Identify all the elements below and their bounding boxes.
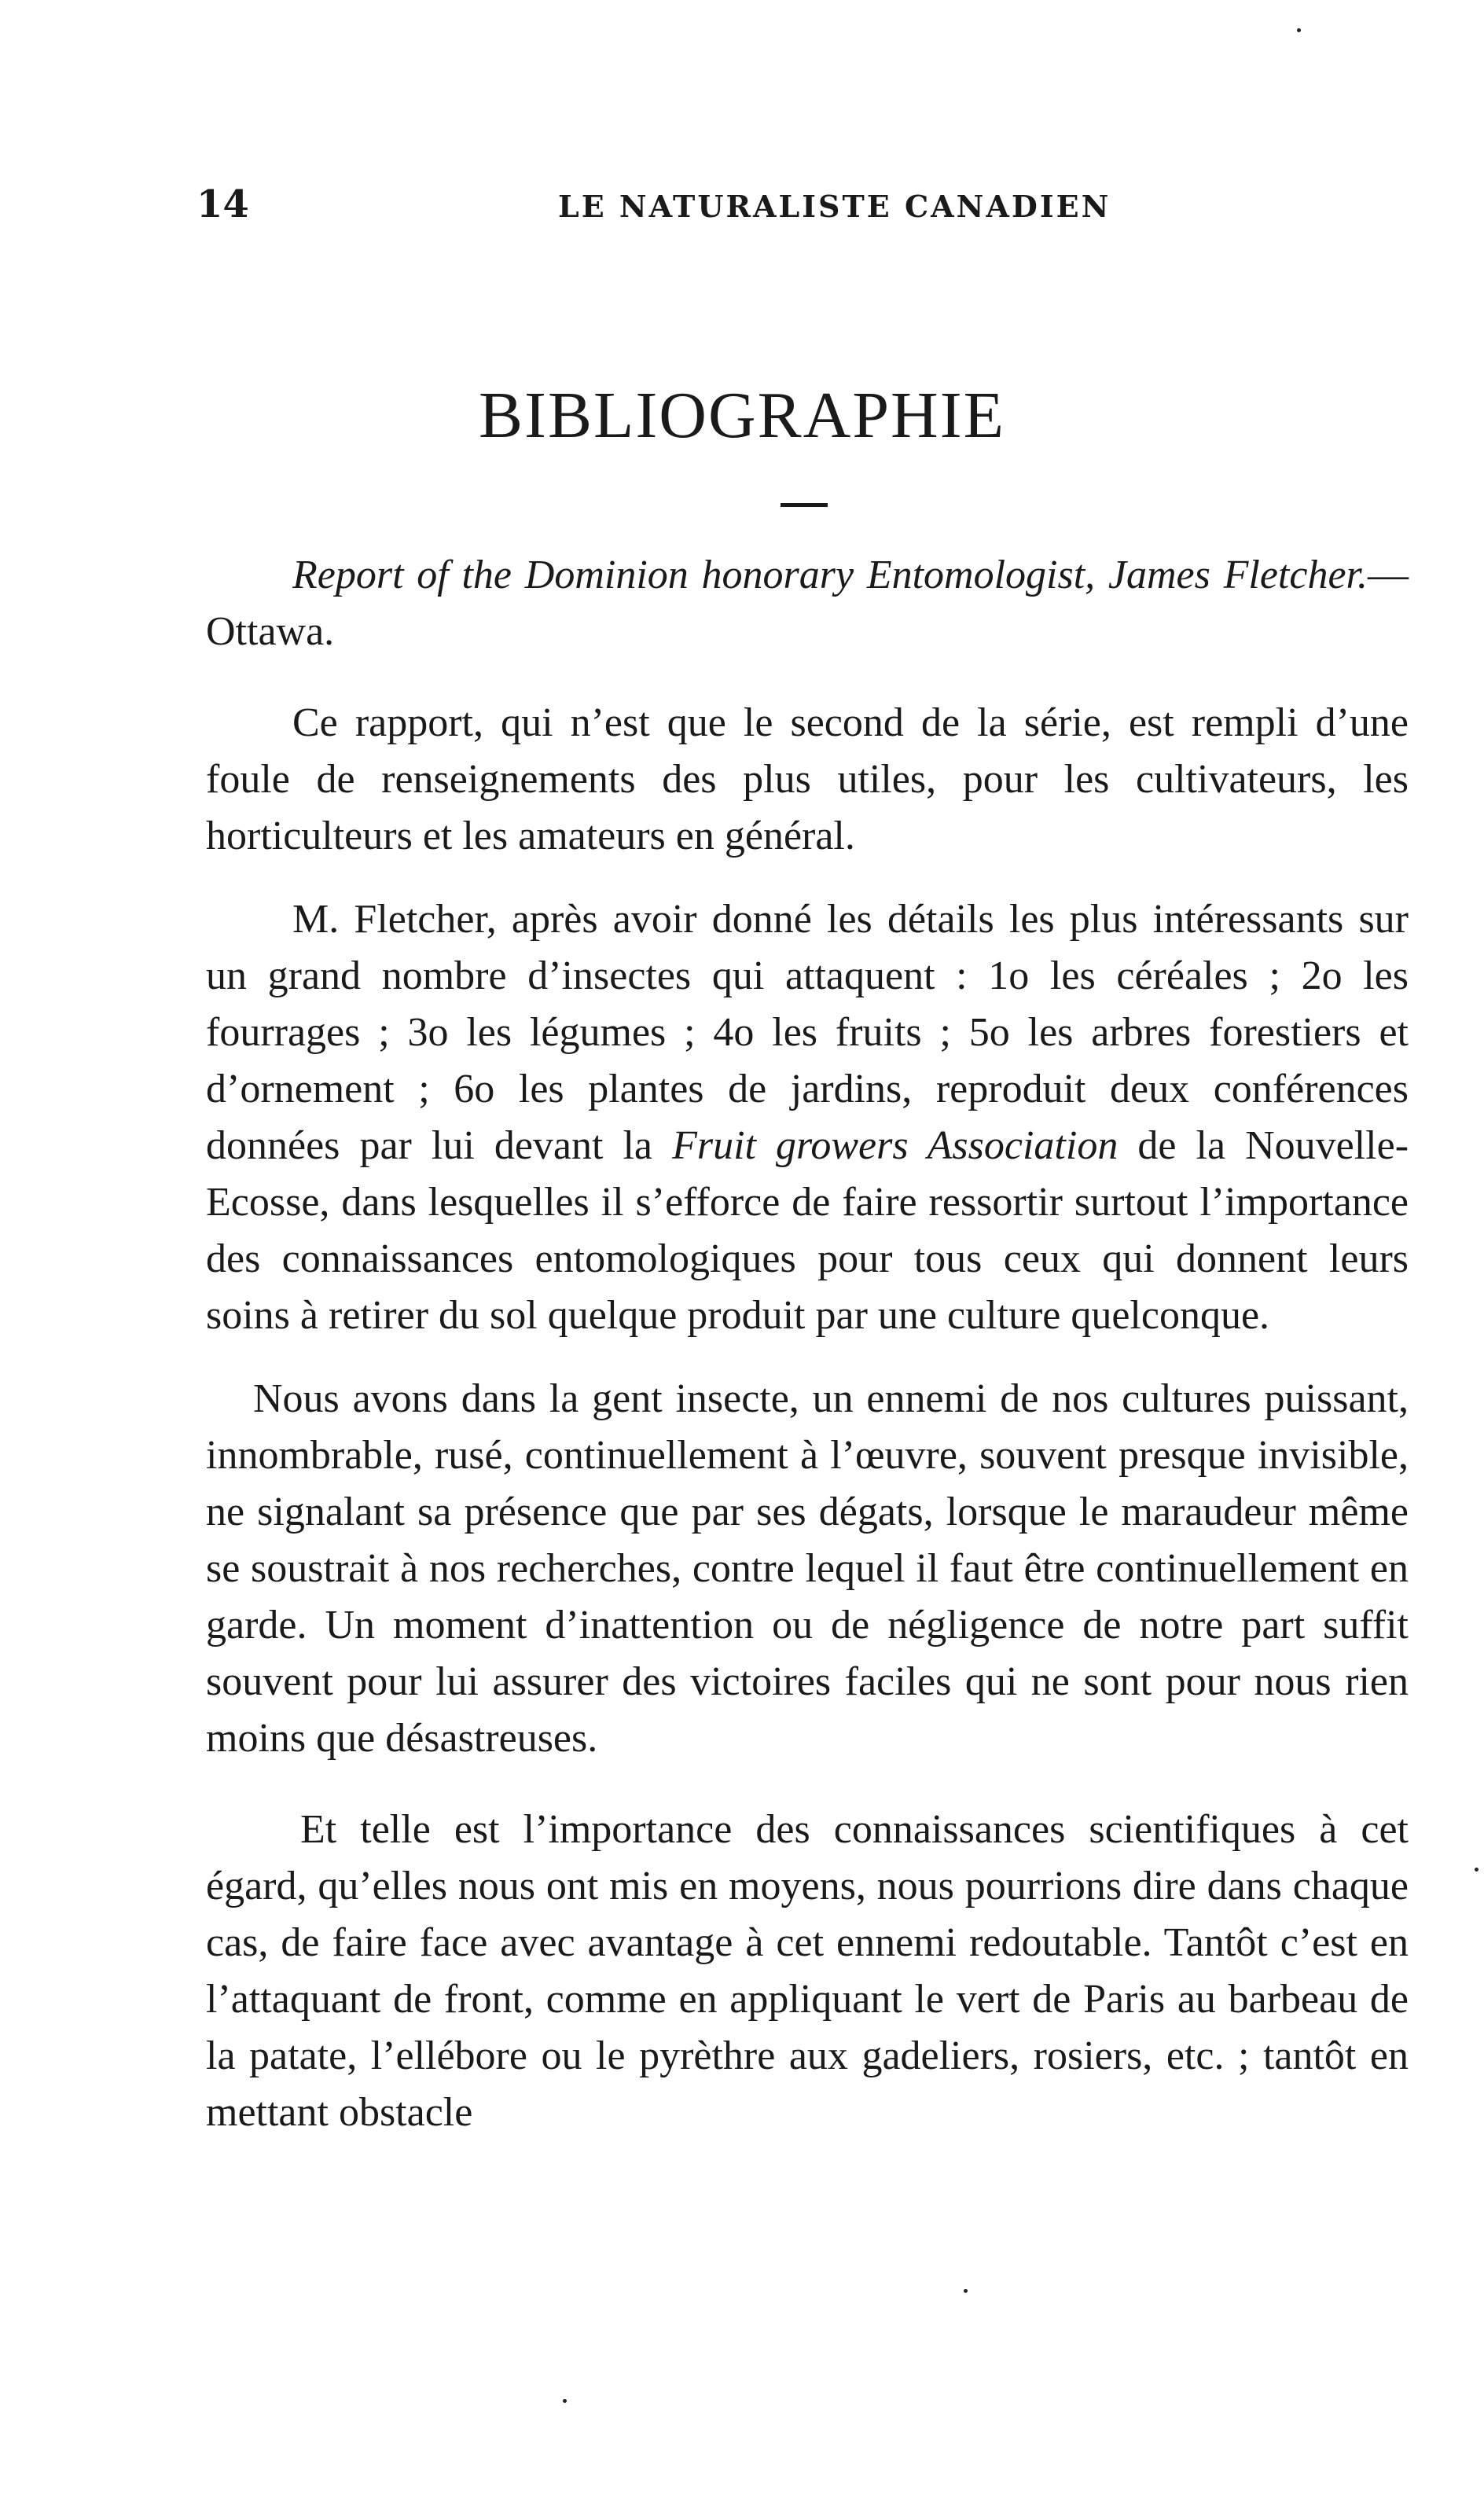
paragraph-3-text-b: de la Nouvelle-Ecosse, dans lesquelles il s’efforce de faire ressortir surtout l’importance des connaissances entomologiques pour tous ceux qui donnent leurs soins à retirer du sol quelque produit par une culture quelconque. [206,1123,1409,1338]
journal-title: LE NATURALISTE CANADIEN [558,189,1111,224]
paragraph-2: Ce rapport, qui n’est que le second de la série, est rempli d’une foule de renseignements des plus utiles, pour les cultivateurs, les horticulteurs et les amateurs en général. [206,700,1409,858]
association-name: Fruit growers Association [672,1123,1119,1168]
paragraph-5: Et telle est l’importance des connaissances scientifiques à cet égard, qu’elles nous ont mis en moyens, nous pourrions dire dans chaque cas, de faire face avec avantage à cet ennemi redoutable. Tantôt c’est en l’attaquant de front, comme en appliquant le vert de Paris au barbeau de la patate, l’ellébore ou le pyrèthre aux gadeliers, rosiers, etc. ; tantôt en mettant obstacle [206,1807,1409,2135]
page-number: 14 [197,182,249,226]
section-title: BIBLIOGRAPHIE [479,379,1005,452]
paragraph-4: Nous avons dans la gent insecte, un ennemi de nos cultures puissant, innombrable, rusé, continuellement à l’œuvre, souvent presque invisible, ne signalant sa présence que par ses dégats, lorsque le maraudeur même se soustrait à nos recherches, contre lequel il faut être continuellement en garde. Un moment d’inattention ou de négligence de notre part suffit souvent pour lui assurer des victoires faciles qui ne sont pour nous rien moins que désastreuses. [206,1376,1409,1761]
body-text [206,547,1409,2168]
report-title: Report of the Dominion honorary Entomologist, James Fletcher. [292,553,1368,597]
title-rule [781,503,828,507]
print-speck [964,2289,968,2293]
print-speck [1297,28,1301,32]
print-speck [563,2399,567,2403]
print-speck [1475,1868,1478,1872]
running-header [197,182,1407,237]
paragraph-3 [206,891,1409,1344]
report-citation [206,547,1409,660]
paragraph-3-text-a: M. Fletcher, après avoir donné les détails les plus intéressants sur un grand nombre d’insectes qui attaquent : 1o les céréales ; 2o les fourrages ; 3o les légumes ; 4o les fruits ; 5o les arbres forestiers et d’ornement ; 6o les plantes de jardins, reproduit deux conférences données par lui devant la [206,897,1409,1168]
report-place: —Ottawa. [206,553,1409,654]
